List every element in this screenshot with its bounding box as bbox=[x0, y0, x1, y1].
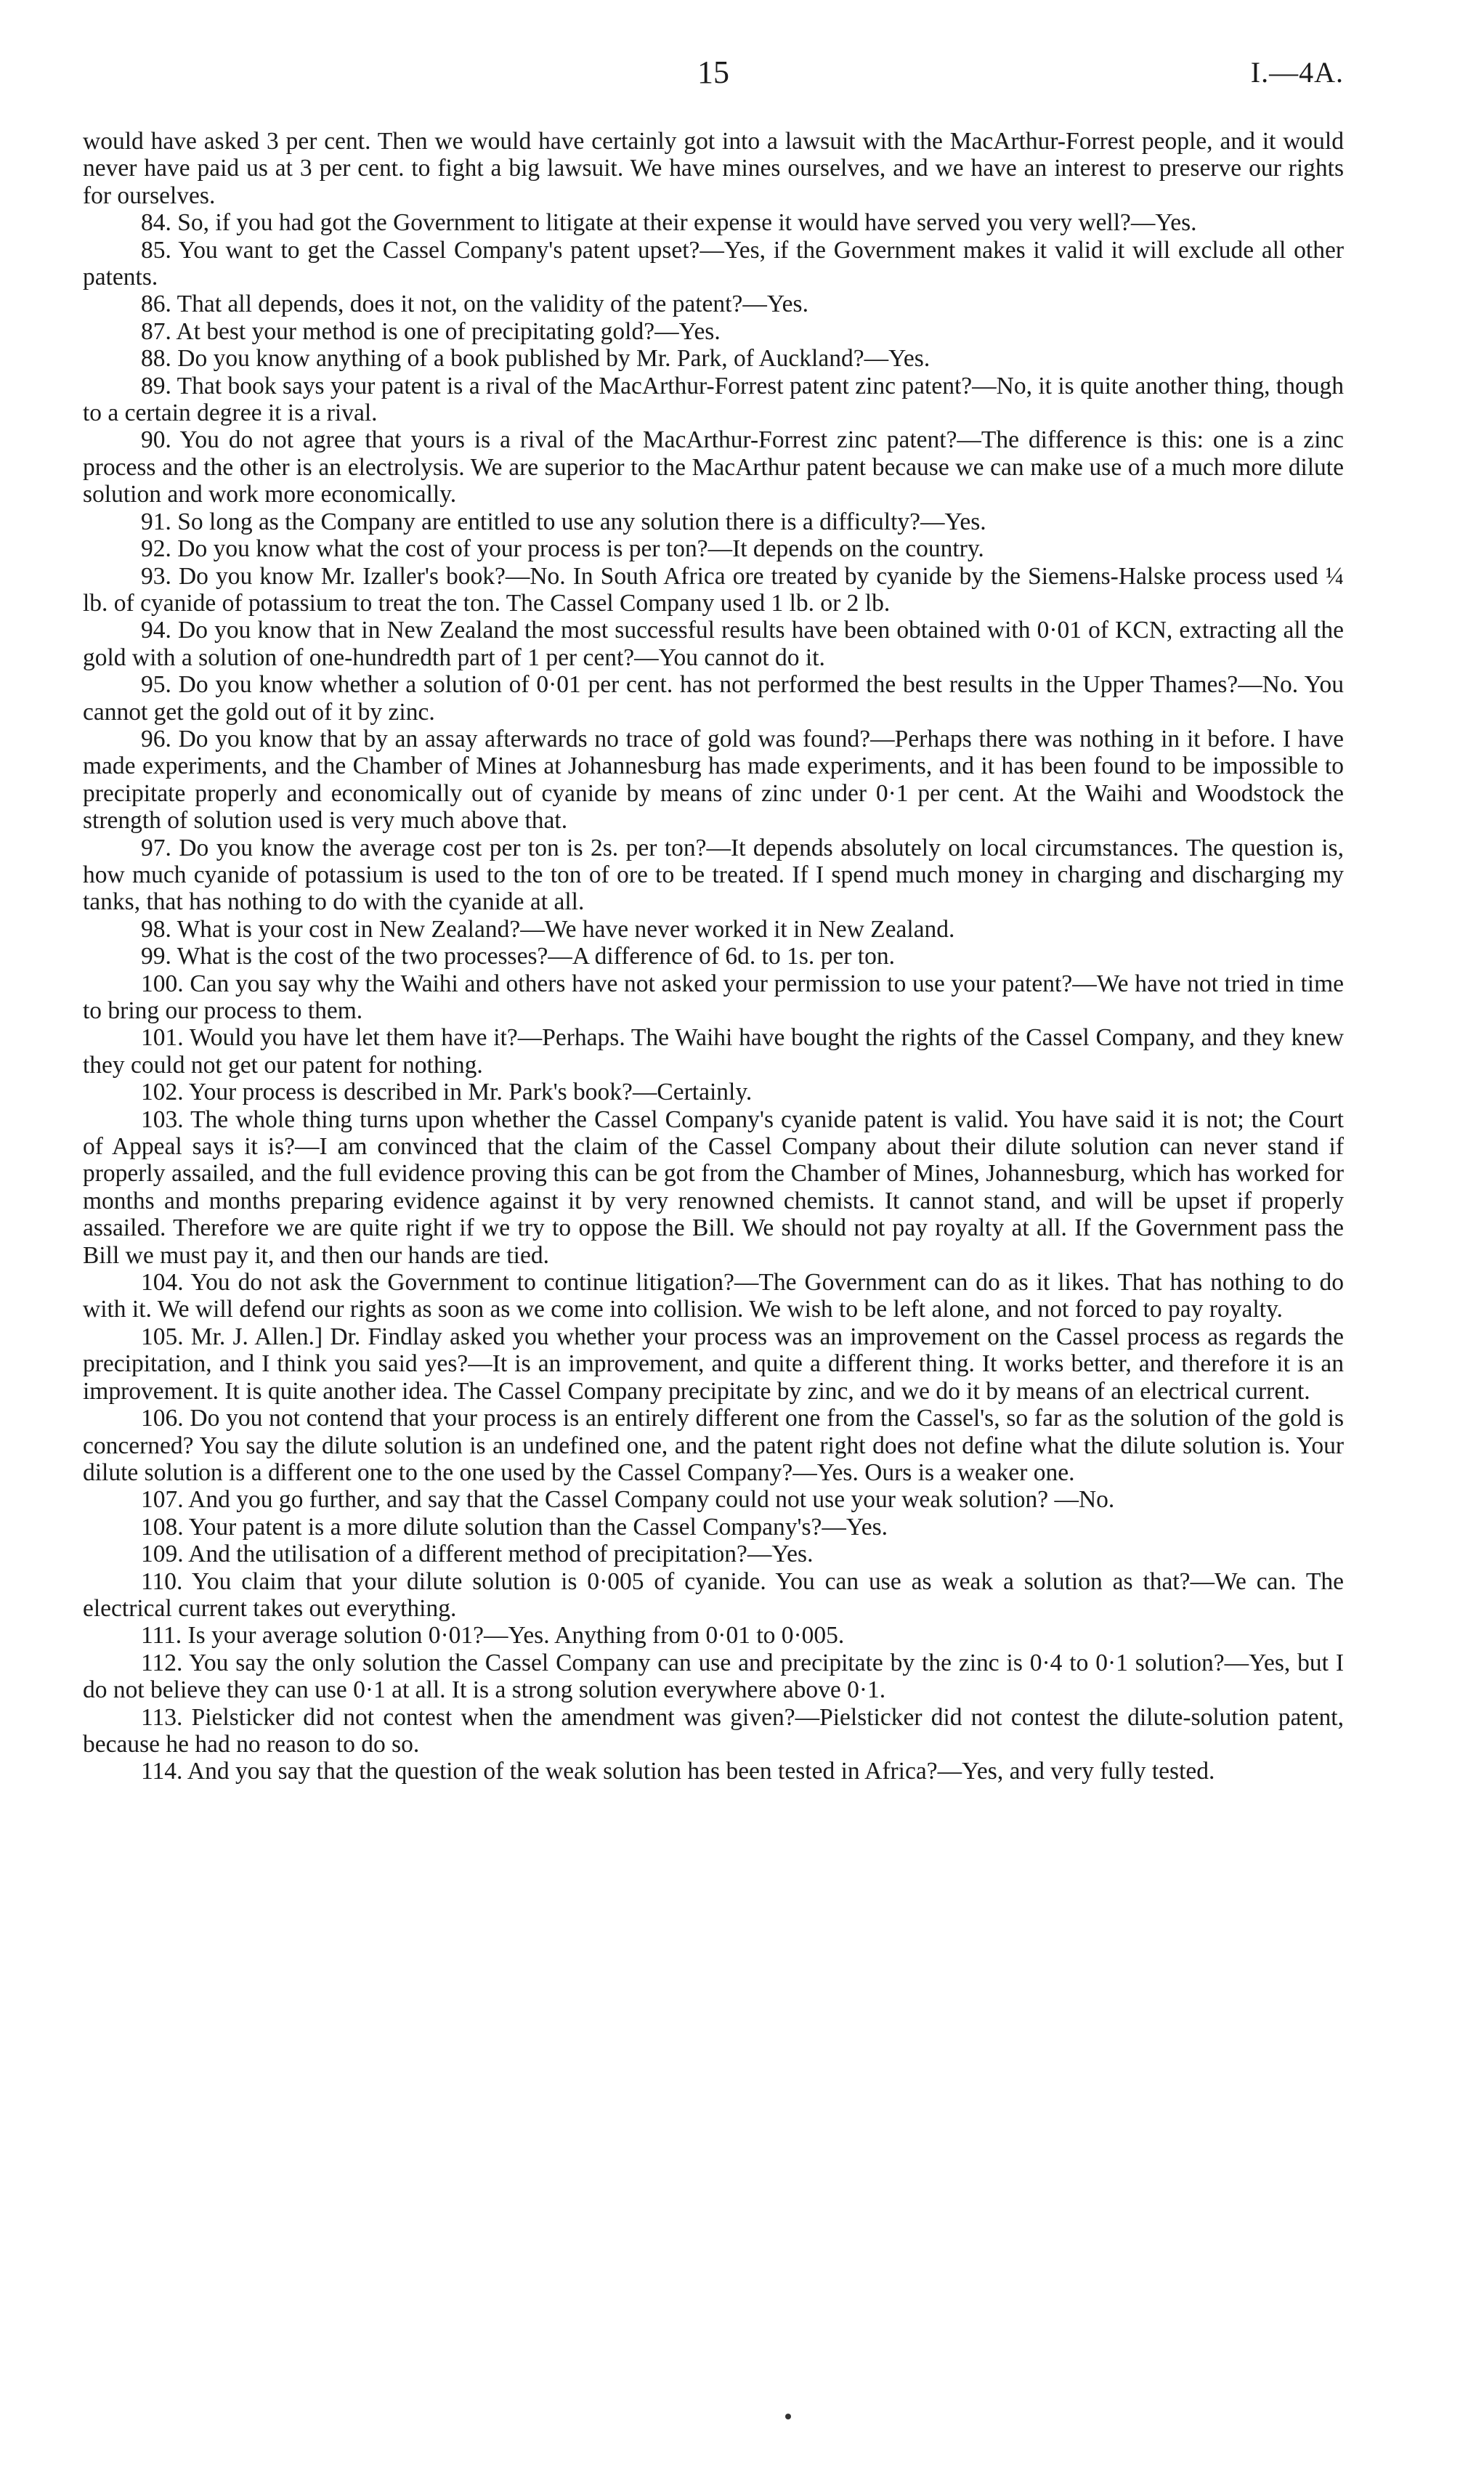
question-86: 86. That all depends, does it not, on the validity of the patent?—Yes. bbox=[141, 291, 808, 318]
question-85: 85. You want to get the Cassel Company's patent upset?—Yes, if the Government makes it valid it will exclude all other patents. bbox=[83, 236, 1344, 291]
page-body bbox=[83, 128, 1344, 1785]
question-87: 87. At best your method is one of precipitating gold?—Yes. bbox=[141, 317, 721, 345]
question-108: 108. Your patent is a more dilute solution than the Cassel Company's?—Yes. bbox=[141, 1513, 888, 1541]
question-99: 99. What is the cost of the two processes?—A difference of 6d. to 1s. per ton. bbox=[141, 943, 895, 970]
question-89: 89. That book says your patent is a rival of the MacArthur-Forrest patent zinc patent?—No, it is quite another thing, though to a certain degree it is a rival. bbox=[83, 372, 1344, 427]
question-93: 93. Do you know Mr. Izaller's book?—No. In South Africa ore treated by cyanide by the Siemens-Halske process used ¼ lb. of cyanide of potassium to treat the ton. The Cassel Company used 1 lb. or 2 lb. bbox=[83, 562, 1344, 617]
question-90: 90. You do not agree that yours is a rival of the MacArthur-Forrest zinc patent?—The difference is this: one is a zinc process and the other is an electrolysis. We are superior to the MacArthur patent because we can make use of a much more dilute solution and work more economically. bbox=[83, 426, 1344, 508]
question-104: 104. You do not ask the Government to continue litigation?—The Government can do as it likes. That has nothing to do with it. We will defend our rights as soon as we come into collision. We wish to be left alone, and not forced to pay royalty. bbox=[83, 1269, 1344, 1323]
question-109: 109. And the utilisation of a different method of precipitation?—Yes. bbox=[141, 1541, 814, 1568]
question-113: 113. Pielsticker did not contest when the amendment was given?—Pielsticker did not contest the dilute-solution patent, because he had no reason to do so. bbox=[83, 1703, 1344, 1758]
question-105: 105. Mr. J. Allen.] Dr. Findlay asked you whether your process was an improvement on the Cassel process as regards the precipitation, and I think you said yes?—It is an improvement, and quite a different thing. It works better, and therefore it is an improvement. It is quite another idea. The Cassel Company precipitate by zinc, and we do it by means of an electrical current. bbox=[83, 1323, 1344, 1405]
question-110: 110. You claim that your dilute solution is 0·005 of cyanide. You can use as weak a solution as that?—We can. The electrical current takes out everything. bbox=[83, 1567, 1344, 1622]
question-94: 94. Do you know that in New Zealand the most successful results have been obtained with 0·01 of KCN, extracting all the gold with a solution of one-hundredth part of 1 per cent?—You cannot do it. bbox=[83, 617, 1344, 671]
question-103: 103. The whole thing turns upon whether the Cassel Company's cyanide patent is valid. You have said it is not; the Court of Appeal says it is?—I am convinced that the claim of the Cassel Company about their dilute solution can never stand if properly assailed, and the full evidence proving this can be got from the Chamber of Mines, Johannesburg, which has worked for months and months preparing evidence against it by very renowned chemists. It cannot stand, and will be upset if properly assailed. Therefore we are quite right if we try to oppose the Bill. We should not pay royalty at all. If the Government pass the Bill we must pay it, and then our hands are tied. bbox=[83, 1105, 1344, 1269]
question-111: 111. Is your average solution 0·01?—Yes. Anything from 0·01 to 0·005. bbox=[141, 1622, 845, 1650]
question-107: 107. And you go further, and say that the Cassel Company could not use your weak solution? —No. bbox=[141, 1486, 1115, 1514]
page-header bbox=[83, 51, 1344, 94]
footer-mark bbox=[785, 2414, 791, 2419]
question-101: 101. Would you have let them have it?—Perhaps. The Waihi have bought the rights of the Cassel Company, and they knew they could not get our patent for nothing. bbox=[83, 1024, 1344, 1079]
question-98: 98. What is your cost in New Zealand?—We have never worked it in New Zealand. bbox=[141, 915, 955, 943]
question-97: 97. Do you know the average cost per ton is 2s. per ton?—It depends absolutely on local circumstances. The question is, how much cyanide of potassium is used to the ton of ore to be treated. If I spend much money in charging and discharging my tanks, that has nothing to do with the cyanide at all. bbox=[83, 834, 1344, 916]
question-106: 106. Do you not contend that your process is an entirely different one from the Cassel's, so far as the solution of the gold is concerned? You say the dilute solution is an undefined one, and the patent right does not define what the dilute solution is. Your dilute solution is a different one to the one used by the Cassel Company?—Yes. Ours is a weaker one. bbox=[83, 1405, 1344, 1486]
question-84: 84. So, if you had got the Government to litigate at their expense it would have served you very well?—Yes. bbox=[141, 209, 1197, 237]
document-reference: I.—4A. bbox=[1250, 56, 1344, 89]
question-95: 95. Do you know whether a solution of 0·01 per cent. has not performed the best results in the Upper Thames?—No. You cannot get the gold out of it by zinc. bbox=[83, 671, 1344, 726]
question-102: 102. Your process is described in Mr. Park's book?—Certainly. bbox=[141, 1079, 753, 1106]
paragraph-continuation: would have asked 3 per cent. Then we would have certainly got into a lawsuit with the MacArthur-Forrest people, and it would never have paid us at 3 per cent. to fight a big lawsuit. We have mines ourselves, and we have an interest to preserve our rights for ourselves. bbox=[83, 128, 1344, 209]
question-91: 91. So long as the Company are entitled to use any solution there is a difficulty?—Yes. bbox=[141, 508, 986, 535]
page-number: 15 bbox=[697, 54, 729, 90]
question-96: 96. Do you know that by an assay afterwards no trace of gold was found?—Perhaps there was nothing in it before. I have made experiments, and the Chamber of Mines at Johannesburg has made experiments, and it has been found to be impossible to precipitate properly and economically out of cyanide by means of zinc under 0·1 per cent. At the Waihi and Woodstock the strength of solution used is very much above that. bbox=[83, 725, 1344, 835]
question-100: 100. Can you say why the Waihi and others have not asked your permission to use your patent?—We have not tried in time to bring our process to them. bbox=[83, 970, 1344, 1024]
question-88: 88. Do you know anything of a book published by Mr. Park, of Auckland?—Yes. bbox=[141, 345, 930, 373]
question-114: 114. And you say that the question of the weak solution has been tested in Africa?—Yes, and very fully tested. bbox=[141, 1758, 1215, 1785]
question-112: 112. You say the only solution the Cassel Company can use and precipitate by the zinc is 0·4 to 0·1 solution?—Yes, but I do not believe they can use 0·1 at all. It is a strong solution everywhere above 0·1. bbox=[83, 1649, 1344, 1704]
question-92: 92. Do you know what the cost of your process is per ton?—It depends on the country. bbox=[141, 535, 984, 563]
